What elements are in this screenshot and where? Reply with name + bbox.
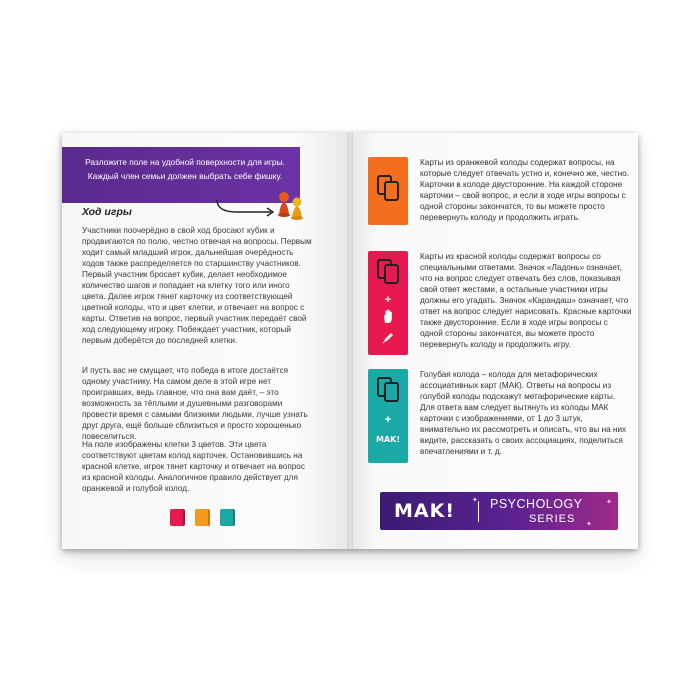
orange-deck-tile — [368, 157, 408, 225]
cards-icon — [384, 264, 399, 284]
left-page — [62, 133, 350, 549]
intro-text: Разложите поле на удобной поверхности для игры. Каждый член семьи должен выбрать себе фишку. — [85, 157, 285, 181]
teal-card-icon — [220, 509, 233, 526]
section-title: Ход игры — [82, 206, 132, 218]
rules-paragraph: На поле изображены клетки 3 цветов. Эти цвета соответствуют цветам колод карточек. Остановившись на красной клетке, игрок тянет карточку и отвечает на вопрос из красной колоды. Аналогичное правило действует для оранжевой и голубой колод. — [82, 440, 305, 493]
orange-deck-description: Карты из оранжевой колоды содержат вопросы, на которые следует отвечать устно и, конечно же, честно. Карточки в колоде двусторонние. На каждой стороне карточки – свой вопрос, и если в ходе игры вопросы с одной стороны закончатся, то вы можете просто перевернуть колоду и продолжить играть. — [420, 158, 630, 222]
red-deck-block — [368, 251, 632, 355]
mak-logo-small: MAK! — [376, 435, 400, 444]
pawn-icon — [289, 196, 305, 220]
star-icon: ✦ — [472, 497, 478, 504]
orange-card-icon — [195, 509, 208, 526]
star-icon: ✦ — [586, 521, 592, 528]
pencil-icon — [382, 331, 395, 344]
teal-deck-block — [368, 369, 632, 469]
banner-subtitle: SERIES — [529, 513, 576, 525]
rules-paragraph: И пусть вас не смущает, что победа в итоге достаётся одному участнику. На самом деле в этой игре нет проигравших, ведь главное, что она вам даёт, – это возможность за тёплыми и душевными разговорами провести время с самыми близкими людьми, лучше узнать друг друга, ещё больше сблизиться и просто хорошенько повеселиться. — [82, 366, 308, 441]
booklet-spine — [347, 133, 353, 549]
banner-title: PSYCHOLOGY — [490, 497, 583, 511]
pink-card-icon — [170, 509, 183, 526]
plus-sign: + — [384, 414, 392, 426]
rules-booklet — [62, 133, 638, 549]
hand-icon — [382, 309, 395, 324]
arrow-icon — [215, 198, 277, 218]
teal-deck-tile — [368, 369, 408, 463]
red-deck-description: Карты из красной колоды содержат вопросы со специальными ответами. Значок «Ладонь» означает, что на вопрос следует отвечать без слов, показывая свой ответ жестами, а остальные участники игры должны его угадать. Значок «Карандаш» означает, что ответ на вопрос следует нарисовать. Красные карточки также двусторонние. Если в ходе игры вопросы с одной стороны закончатся, вы можете просто перевернуть колоду и продолжить игру. — [420, 252, 632, 349]
orange-deck-block — [368, 157, 632, 237]
intro-banner — [62, 147, 300, 203]
plus-sign: + — [384, 294, 392, 306]
teal-deck-description: Голубая колода – колода для метафорических ассоциативных карт (МАК). Ответы на вопросы из голубой колоды подскажут метафорические карты. Для ответа вам следует вытянуть из колоды МАК карточки с изображениями, от 1 до 3 штук, внимательно их рассмотреть и описать, что вы на них видите, рассказать о своих ассоциациях, поделиться впечатлениями и т. д. — [420, 370, 627, 456]
right-page — [350, 133, 638, 549]
banner-divider — [478, 501, 479, 522]
red-deck-tile — [368, 251, 408, 355]
psychology-series-banner — [380, 492, 618, 530]
cards-icon — [384, 382, 399, 402]
cards-icon — [384, 181, 399, 201]
star-icon: ✦ — [606, 499, 612, 506]
rules-paragraph: Участники поочерёдно в свой ход бросают кубик и продвигаются по полю, честно отвечая на вопросы. Первым ходит самый младший игрок, дальнейшая очерёдность ходов также распределяется по старшинству участников. Первый участник бросает кубик, делает необходимое количество шагов и попадает на клетку того или иного цвета. Далее игрок тянет карточку из соответствующей цветной колоды, что и цвет клетки, и отвечает на вопрос с карты. Ответив на вопрос, первый участник передаёт свой ход следующему игроку. Побеждает участник, который первым доберётся до последней клетки. — [82, 226, 312, 345]
mak-logo: MAK! — [394, 500, 455, 522]
